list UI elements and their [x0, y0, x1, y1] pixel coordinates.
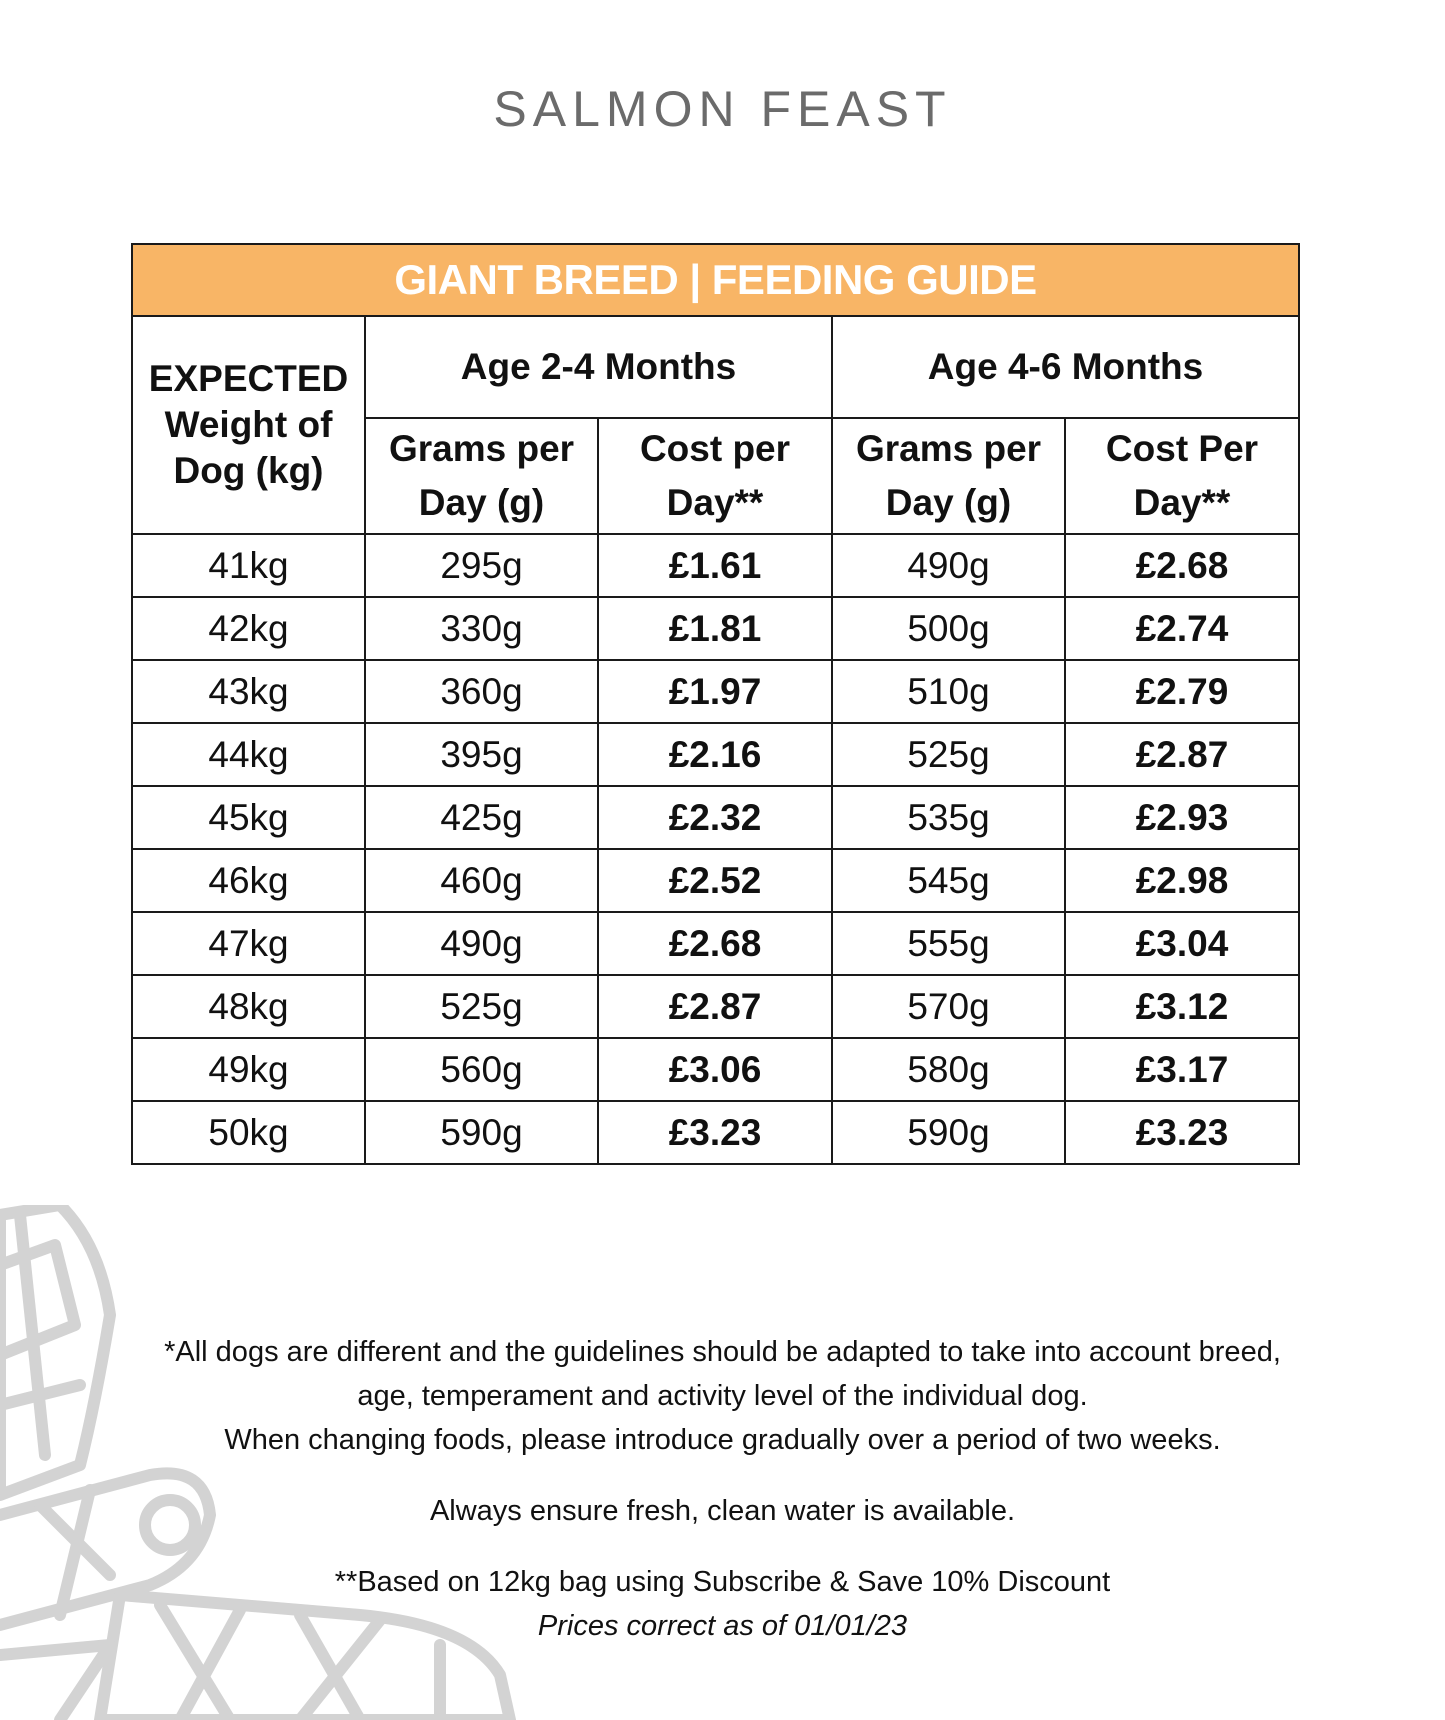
- disclaimer-line-1: *All dogs are different and the guidelines should be adapted to take into account breed,: [164, 1336, 1281, 1368]
- pricing-basis-note: **Based on 12kg bag using Subscribe & Save 10% Discount: [334, 1566, 1111, 1598]
- grams-cell-4-6: 490g: [832, 534, 1065, 597]
- grams-cell-2-4: 395g: [365, 723, 598, 786]
- age-group-header-2-4: Age 2-4 Months: [365, 316, 832, 418]
- weight-cell: 50kg: [132, 1101, 365, 1164]
- age-group-header-4-6: Age 4-6 Months: [832, 316, 1299, 418]
- weight-cell: 48kg: [132, 975, 365, 1038]
- table-banner: GIANT BREED | FEEDING GUIDE: [132, 244, 1299, 316]
- weight-cell: 47kg: [132, 912, 365, 975]
- changing-foods-note: When changing foods, please introduce gradually over a period of two weeks.: [224, 1424, 1221, 1456]
- table-row: [132, 1038, 1299, 1101]
- table-row: [132, 849, 1299, 912]
- cost-cell-2-4: £1.81: [598, 597, 832, 660]
- weight-cell: 49kg: [132, 1038, 365, 1101]
- weight-cell: 42kg: [132, 597, 365, 660]
- grams-cell-2-4: 490g: [365, 912, 598, 975]
- table-row: [132, 1101, 1299, 1164]
- weight-cell: 41kg: [132, 534, 365, 597]
- grams-cell-4-6: 510g: [832, 660, 1065, 723]
- grams-cell-4-6: 555g: [832, 912, 1065, 975]
- weight-cell: 43kg: [132, 660, 365, 723]
- grams-cell-2-4: 295g: [365, 534, 598, 597]
- grams-header-4-6: [832, 418, 1065, 534]
- grams-cell-2-4: 460g: [365, 849, 598, 912]
- grams-cell-2-4: 425g: [365, 786, 598, 849]
- table-row: [132, 534, 1299, 597]
- table-row: [132, 912, 1299, 975]
- grams-cell-4-6: 535g: [832, 786, 1065, 849]
- weight-header-line2: Weight of: [164, 404, 333, 445]
- grams-header-2-4: [365, 418, 598, 534]
- weight-header-line1: EXPECTED: [148, 358, 349, 399]
- grams-header-line2: Day (g): [418, 482, 545, 523]
- cost-cell-4-6: £3.17: [1065, 1038, 1299, 1101]
- grams-header-line2: Day (g): [885, 482, 1012, 523]
- disclaimer-line-2: age, temperament and activity level of the individual dog.: [357, 1380, 1088, 1412]
- cost-cell-2-4: £3.06: [598, 1038, 832, 1101]
- grams-cell-4-6: 590g: [832, 1101, 1065, 1164]
- cost-cell-2-4: £1.61: [598, 534, 832, 597]
- weight-column-header: [132, 316, 365, 534]
- cost-cell-4-6: £2.87: [1065, 723, 1299, 786]
- grams-cell-2-4: 330g: [365, 597, 598, 660]
- table-row: [132, 723, 1299, 786]
- weight-cell: 44kg: [132, 723, 365, 786]
- cost-cell-2-4: £2.16: [598, 723, 832, 786]
- grams-cell-4-6: 580g: [832, 1038, 1065, 1101]
- grams-header-line1: Grams per: [855, 428, 1042, 469]
- table-row: [132, 597, 1299, 660]
- grams-header-line1: Grams per: [388, 428, 575, 469]
- cost-cell-4-6: £2.93: [1065, 786, 1299, 849]
- cost-cell-2-4: £2.68: [598, 912, 832, 975]
- table-row: [132, 660, 1299, 723]
- cost-cell-4-6: £2.68: [1065, 534, 1299, 597]
- cost-cell-2-4: £2.52: [598, 849, 832, 912]
- cost-header-2-4: [598, 418, 832, 534]
- cost-cell-2-4: £1.97: [598, 660, 832, 723]
- weight-cell: 45kg: [132, 786, 365, 849]
- water-note: Always ensure fresh, clean water is available.: [429, 1495, 1016, 1527]
- cost-header-line1: Cost Per: [1105, 428, 1259, 469]
- cost-cell-2-4: £2.87: [598, 975, 832, 1038]
- grams-cell-4-6: 500g: [832, 597, 1065, 660]
- cost-cell-4-6: £2.98: [1065, 849, 1299, 912]
- cost-cell-2-4: £2.32: [598, 786, 832, 849]
- cost-cell-4-6: £3.04: [1065, 912, 1299, 975]
- cost-header-line2: Day**: [1133, 482, 1231, 523]
- cost-cell-4-6: £2.79: [1065, 660, 1299, 723]
- cost-cell-4-6: £3.12: [1065, 975, 1299, 1038]
- prices-date-note: Prices correct as of 01/01/23: [537, 1610, 908, 1642]
- grams-cell-4-6: 525g: [832, 723, 1065, 786]
- cost-header-line1: Cost per: [639, 428, 791, 469]
- feeding-guide-table: [131, 243, 1300, 1165]
- table-row: [132, 786, 1299, 849]
- grams-cell-4-6: 545g: [832, 849, 1065, 912]
- cost-cell-4-6: £3.23: [1065, 1101, 1299, 1164]
- page-title: SALMON FEAST: [493, 81, 952, 137]
- grams-cell-2-4: 590g: [365, 1101, 598, 1164]
- cost-cell-4-6: £2.74: [1065, 597, 1299, 660]
- weight-header-line3: Dog (kg): [173, 450, 324, 491]
- grams-cell-2-4: 360g: [365, 660, 598, 723]
- cost-cell-2-4: £3.23: [598, 1101, 832, 1164]
- grams-cell-2-4: 560g: [365, 1038, 598, 1101]
- grams-cell-4-6: 570g: [832, 975, 1065, 1038]
- weight-cell: 46kg: [132, 849, 365, 912]
- table-row: [132, 975, 1299, 1038]
- footnotes: [0, 1330, 1445, 1648]
- grams-cell-2-4: 525g: [365, 975, 598, 1038]
- cost-header-4-6: [1065, 418, 1299, 534]
- cost-header-line2: Day**: [666, 482, 764, 523]
